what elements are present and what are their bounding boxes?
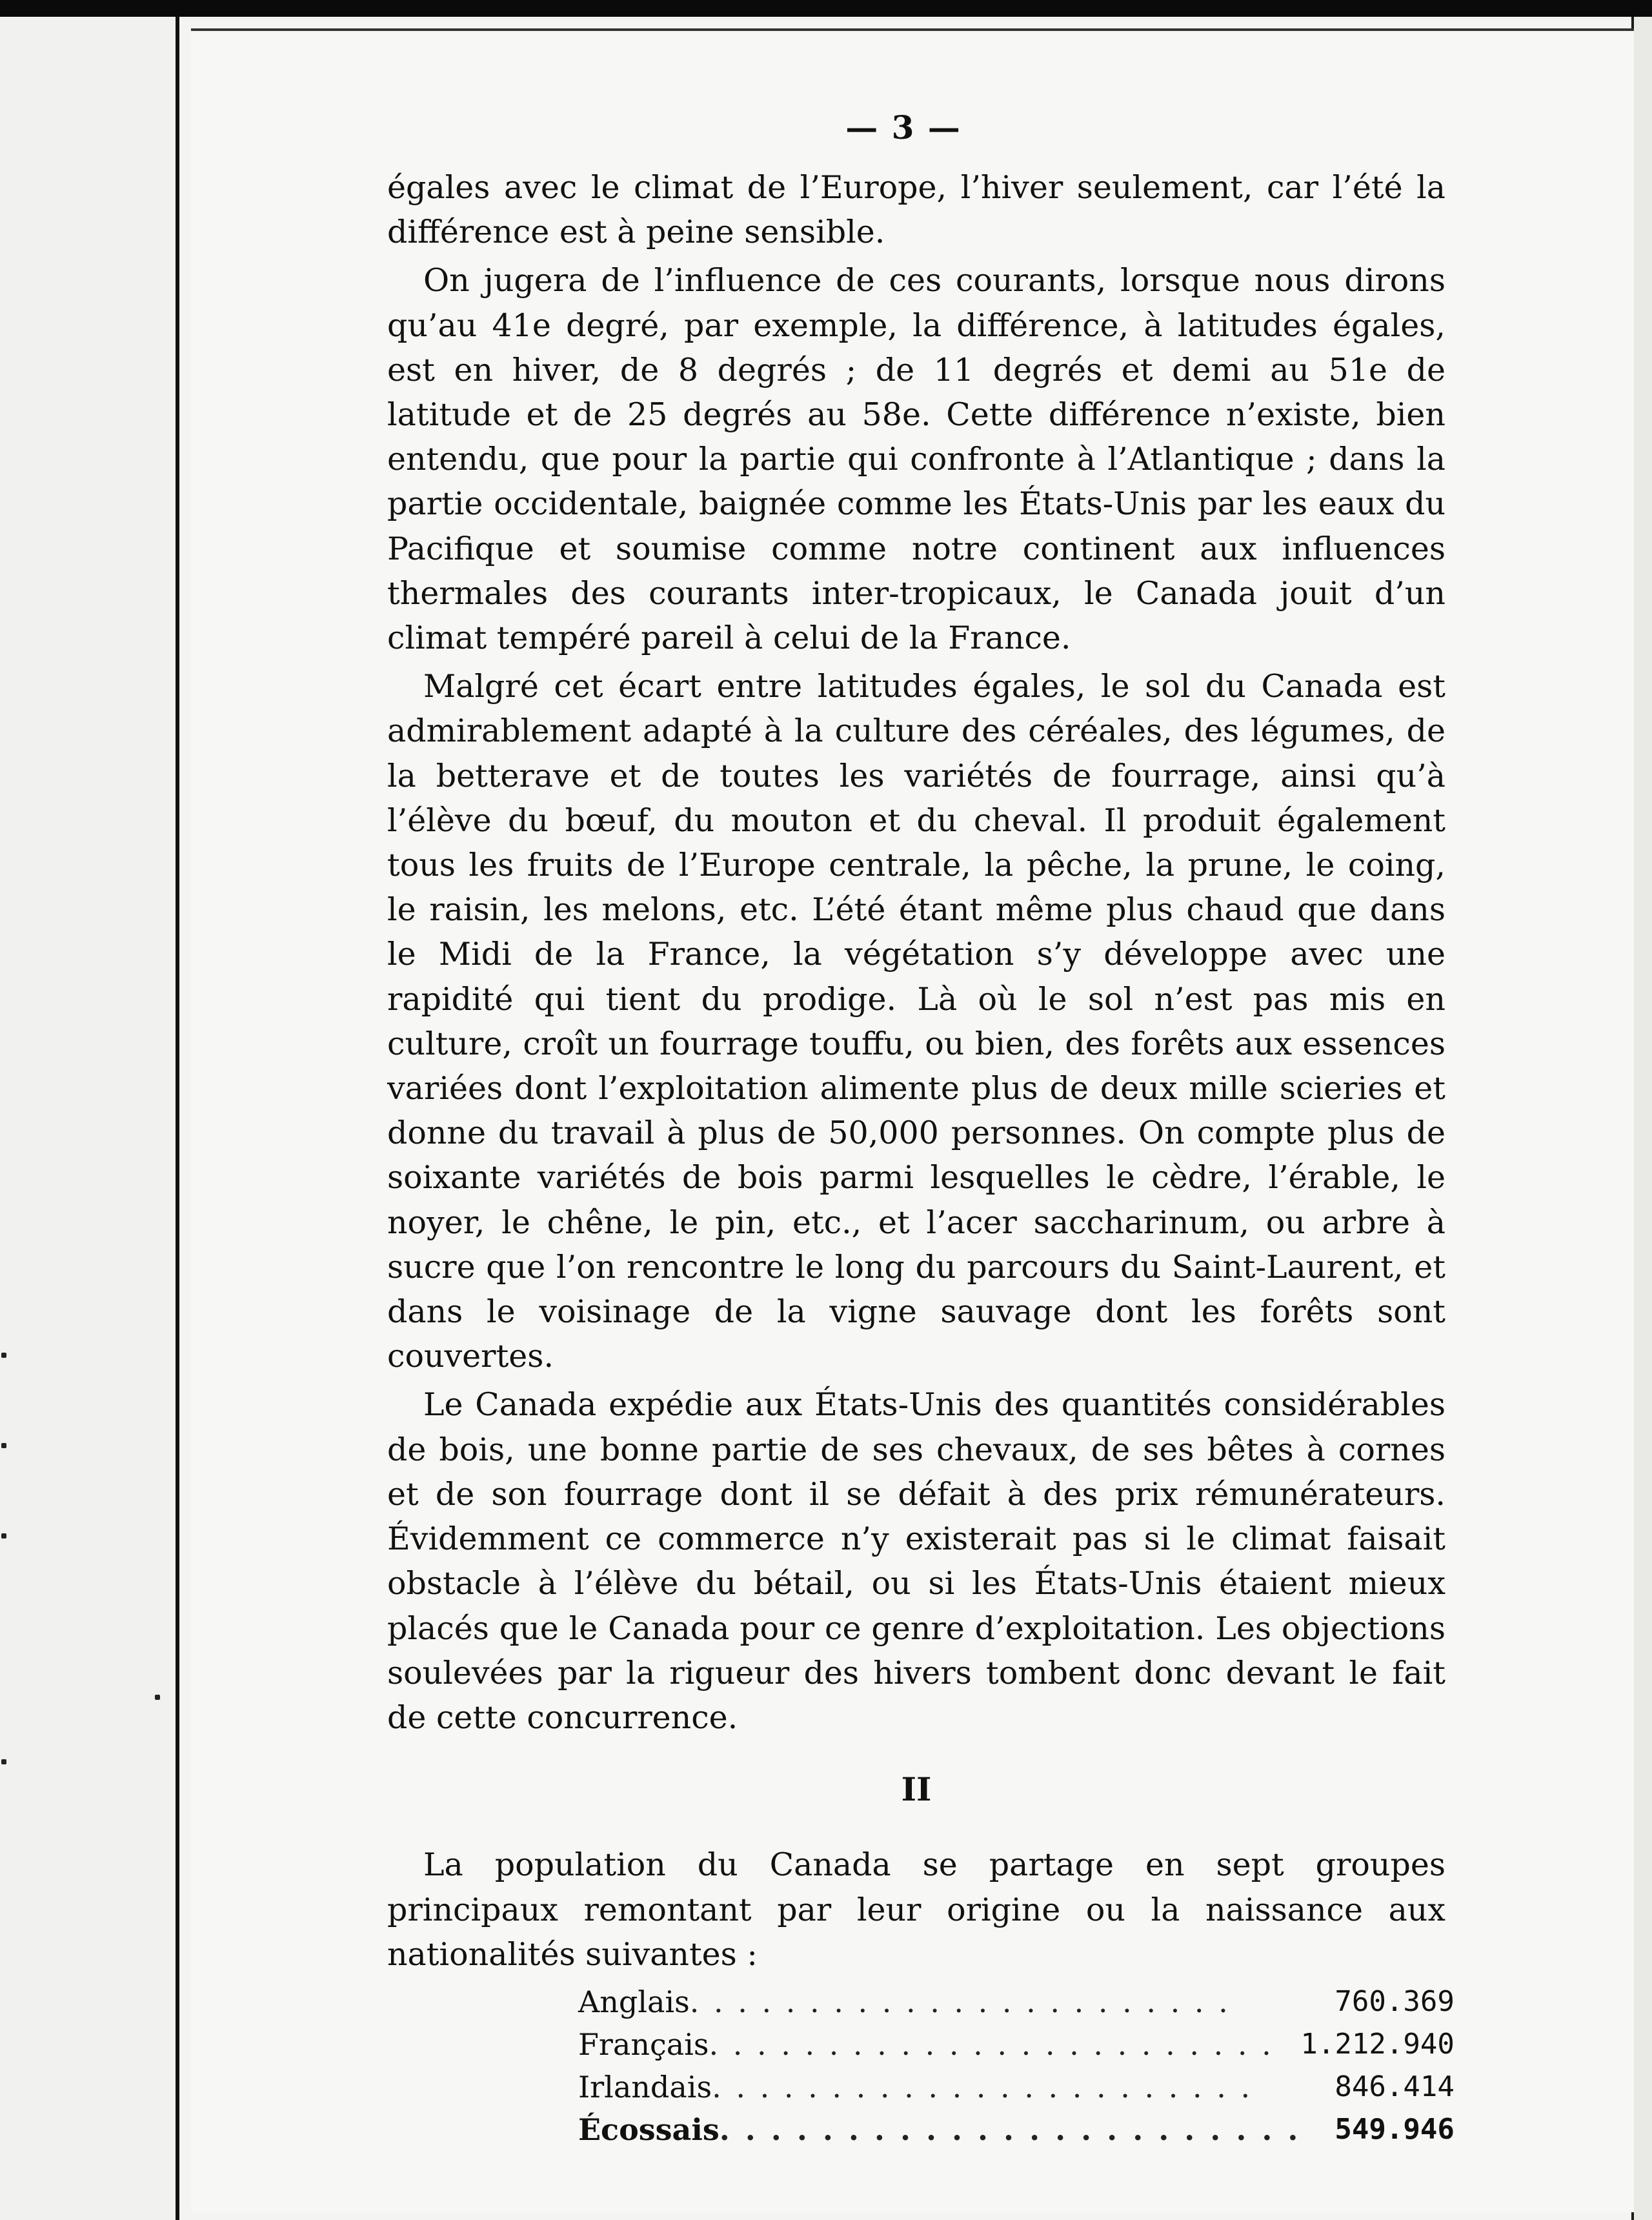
table-row (578, 2108, 1455, 2151)
page-text (387, 165, 1455, 2151)
leader-dots: . . . . . . . . . . . . . . . . . . . . . . . (689, 1984, 1231, 2019)
table-row (578, 2023, 1455, 2066)
population-value: 1.212.940 (1300, 2027, 1455, 2061)
population-value: 549.946 (1335, 2112, 1455, 2146)
population-value: 846.414 (1335, 2070, 1455, 2103)
paragraph: On jugera de l’influence de ces courants, lorsque nous dirons qu’au 41e degré, par exemple, la différence, à latitudes égales, est en hiver, de 8 degrés ; de 11 degrés et demi au 51e de latitude et de 25 degrés au 58e. Cette différence n’existe, bien entendu, que pour la partie qui confronte à l’Atlantique ; dans la partie occidentale, baignée comme les États-Unis par les eaux du Pacifique et soumise comme notre continent aux influences thermales des courants inter-tropicaux, le Canada jouit d’un climat tempéré pareil à celui de la France. (387, 262, 1446, 657)
paragraph: égales avec le climat de l’Europe, l’hiver seulement, car l’été la différence est à peine sensible. (387, 169, 1446, 251)
table-row (578, 2066, 1455, 2108)
nationality-label: Anglais (578, 1984, 690, 2019)
page-edge-mark (1, 1759, 6, 1764)
page-edge-mark (1, 1533, 6, 1539)
paragraph: La population du Canada se partage en sept groupes principaux remontant par leur origine ou la naissance aux nationalités suivantes : (387, 1846, 1446, 1973)
page-edge-mark (1, 1443, 6, 1448)
page-number: — 3 — (845, 108, 962, 146)
nationality-label: Irlandais (578, 2069, 712, 2104)
scan-border-top (0, 0, 1652, 17)
facing-page-edge (0, 17, 179, 2220)
page-edge-mark (1, 1353, 6, 1358)
paragraph: Le Canada expédie aux États-Unis des quantités considérables de bois, une bonne partie de ses chevaux, de ses bêtes à cornes et de son fourrage dont il se défait à des prix rémunérateurs. Évidemment ce commerce n’y existerait pas si le climat faisait obstacle à l’élève du bétail, ou si les États-Unis étaient mieux placés que le Canada pour ce genre d’exploitation. Les objections soulevées par la rigueur des hivers tombent donc devant le fait de cette concurrence. (387, 1386, 1446, 1736)
table-row (578, 1981, 1455, 2023)
population-value: 760.369 (1335, 1984, 1455, 2018)
scan-border-right (1631, 17, 1652, 2220)
nationality-label: Français (578, 2026, 709, 2062)
nationality-label: Écossais (578, 2112, 720, 2147)
leader-dots: . . . . . . . . . . . . . . . . . . . . . . . (712, 2069, 1253, 2104)
paragraph: Malgré cet écart entre latitudes égales, le sol du Canada est admirablement adapté à la culture des céréales, des légumes, de la betterave et de toutes les variétés de fourrage, ainsi qu’à l’élève du bœuf, du mouton et du cheval. Il produit également tous les fruits de l’Europe centrale, la pêche, la prune, le coing, le raisin, les melons, etc. L’été étant même plus chaud que dans le Midi de la France, la végétation s’y développe avec une rapidité qui tient du prodige. Là où le sol n’est pas mis en culture, croît un fourrage touffu, ou bien, des forêts aux essences variées dont l’exploitation alimente plus de deux mille scieries et donne du travail à plus de 50,000 personnes. On compte plus de soixante variétés de bois parmi lesquelles le cèdre, l’érable, le noyer, le chêne, le pin, etc., et l’acer saccharinum, ou arbre à sucre que l’on rencontre le long du parcours du Saint-Laurent, et dans le voisinage de la vigne sauvage dont les forêts sont couvertes. (387, 668, 1446, 1375)
leader-dots: . . . . . . . . . . . . . . . . . . . . . . . (719, 2112, 1301, 2147)
page-edge-mark (155, 1695, 160, 1700)
section-heading: II (901, 1770, 932, 1809)
population-table (578, 1981, 1455, 2151)
leader-dots: . . . . . . . . . . . . . . . . . . . . . . . . (709, 2026, 1274, 2062)
